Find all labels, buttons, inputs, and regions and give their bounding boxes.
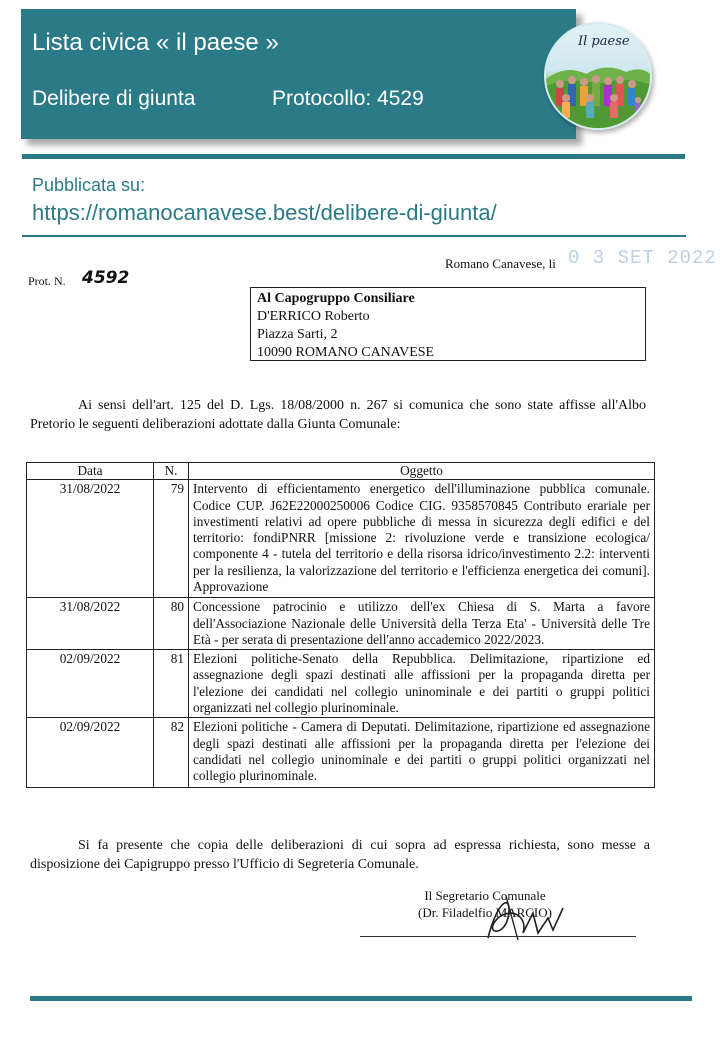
row-number: 80 — [154, 598, 189, 650]
publication-label: Pubblicata su: — [32, 175, 146, 195]
village-people-logo-icon — [544, 22, 652, 130]
header-banner — [21, 9, 576, 139]
deliberations-table — [26, 462, 655, 788]
divider-document-top — [22, 235, 686, 237]
row-number: 81 — [154, 650, 189, 718]
row-number: 82 — [154, 718, 189, 788]
table-row — [27, 650, 655, 718]
row-date: 02/09/2022 — [27, 718, 154, 788]
recipient-line-3: Piazza Sarti, 2 — [257, 327, 338, 342]
recipient-line-2: D'ERRICO Roberto — [257, 309, 370, 324]
table-header-row — [27, 463, 655, 480]
divider-bottom — [30, 996, 692, 1001]
row-date: 02/09/2022 — [27, 650, 154, 718]
date-stamp: 0 3 SET 2022 — [568, 247, 717, 269]
header-number: N. — [154, 463, 189, 480]
row-subject: Concessione patrocinio e utilizzo dell'ex Chiesa di S. Marta a favore dell'Associazione Nazionale delle Università della Terza Eta' - Università delle Tre Età - per serata di presentazione dell'anno accademico 2022/2023. — [189, 598, 655, 650]
signer-name: (Dr. Filadelfio MARCIO) — [418, 905, 552, 920]
protocol-number: 4592 — [82, 268, 130, 288]
letter-place: Romano Canavese, li — [445, 256, 556, 271]
table-row — [27, 598, 655, 650]
signer-title: Il Segretario Comunale — [424, 888, 546, 903]
table-row — [27, 718, 655, 788]
header-date: Data — [27, 463, 154, 480]
row-date: 31/08/2022 — [27, 480, 154, 598]
recipient-address-box — [250, 287, 646, 361]
handwritten-signature-icon — [478, 888, 568, 943]
banner-protocol: Protocollo: 4529 — [272, 87, 424, 110]
row-number: 79 — [154, 480, 189, 598]
closing-paragraph: Si fa presente che copia delle deliberazioni di cui sopra ad espressa richiesta, sono messe a disposizione dei Capigruppo presso l'Ufficio di Segreteria Comunale. — [30, 838, 650, 872]
recipient-line-1: Al Capogruppo Consiliare — [257, 291, 415, 306]
signature-line — [360, 936, 636, 937]
divider-top — [22, 154, 685, 159]
banner-title: Lista civica « il paese » — [32, 29, 279, 56]
header-subject: Oggetto — [189, 463, 655, 480]
publication-url-link[interactable]: https://romanocanavese.best/delibere-di-giunta/ — [32, 200, 497, 225]
row-subject: Elezioni politiche-Senato della Repubblica. Delimitazione, ripartizione ed assegnazione degli spazi destinati alle affissioni per la propaganda diretta per l'elezione dei candidati nel collegio uninominale e dei partiti o gruppi politici organizzati nel collegio plurinominale. — [189, 650, 655, 718]
row-date: 31/08/2022 — [27, 598, 154, 650]
recipient-line-4: 10090 ROMANO CANAVESE — [257, 345, 435, 360]
table-row — [27, 480, 655, 598]
row-subject: Intervento di efficientamento energetico dell'illuminazione pubblica comunale. Codice CUP. J62E22000250006 Codice CIG. 9358570845 Contributo erariale per investimenti relativi ad opere pubbliche di messa in sicurezza degli edifici e del territorio: fondiPNRR [missione 2: rivoluzione verde e transizione ecologica/ componente 4 - tutela del territorio e della risorsa idrico/investimento 2.2: interventi per la resilienza, la valorizzazione del territorio e l'efficienza energetica dei comuni]. Approvazione — [189, 480, 655, 598]
row-subject: Elezioni politiche - Camera di Deputati. Delimitazione, ripartizione ed assegnazione degli spazi destinati alle affissioni per la propaganda diretta per l'elezione dei candidati nel collegio uninominale e dei partiti o gruppi politici organizzati nel collegio plurinominale. — [189, 718, 655, 788]
logo-text: Il paese — [578, 34, 630, 49]
protocol-label: Prot. N. — [28, 274, 66, 288]
intro-paragraph: Ai sensi dell'art. 125 del D. Lgs. 18/08/2000 n. 267 si comunica che sono state affisse all'Albo Pretorio le seguenti deliberazioni adottate dalla Giunta Comunale: — [30, 398, 646, 432]
banner-subtitle: Delibere di giunta — [32, 87, 196, 110]
